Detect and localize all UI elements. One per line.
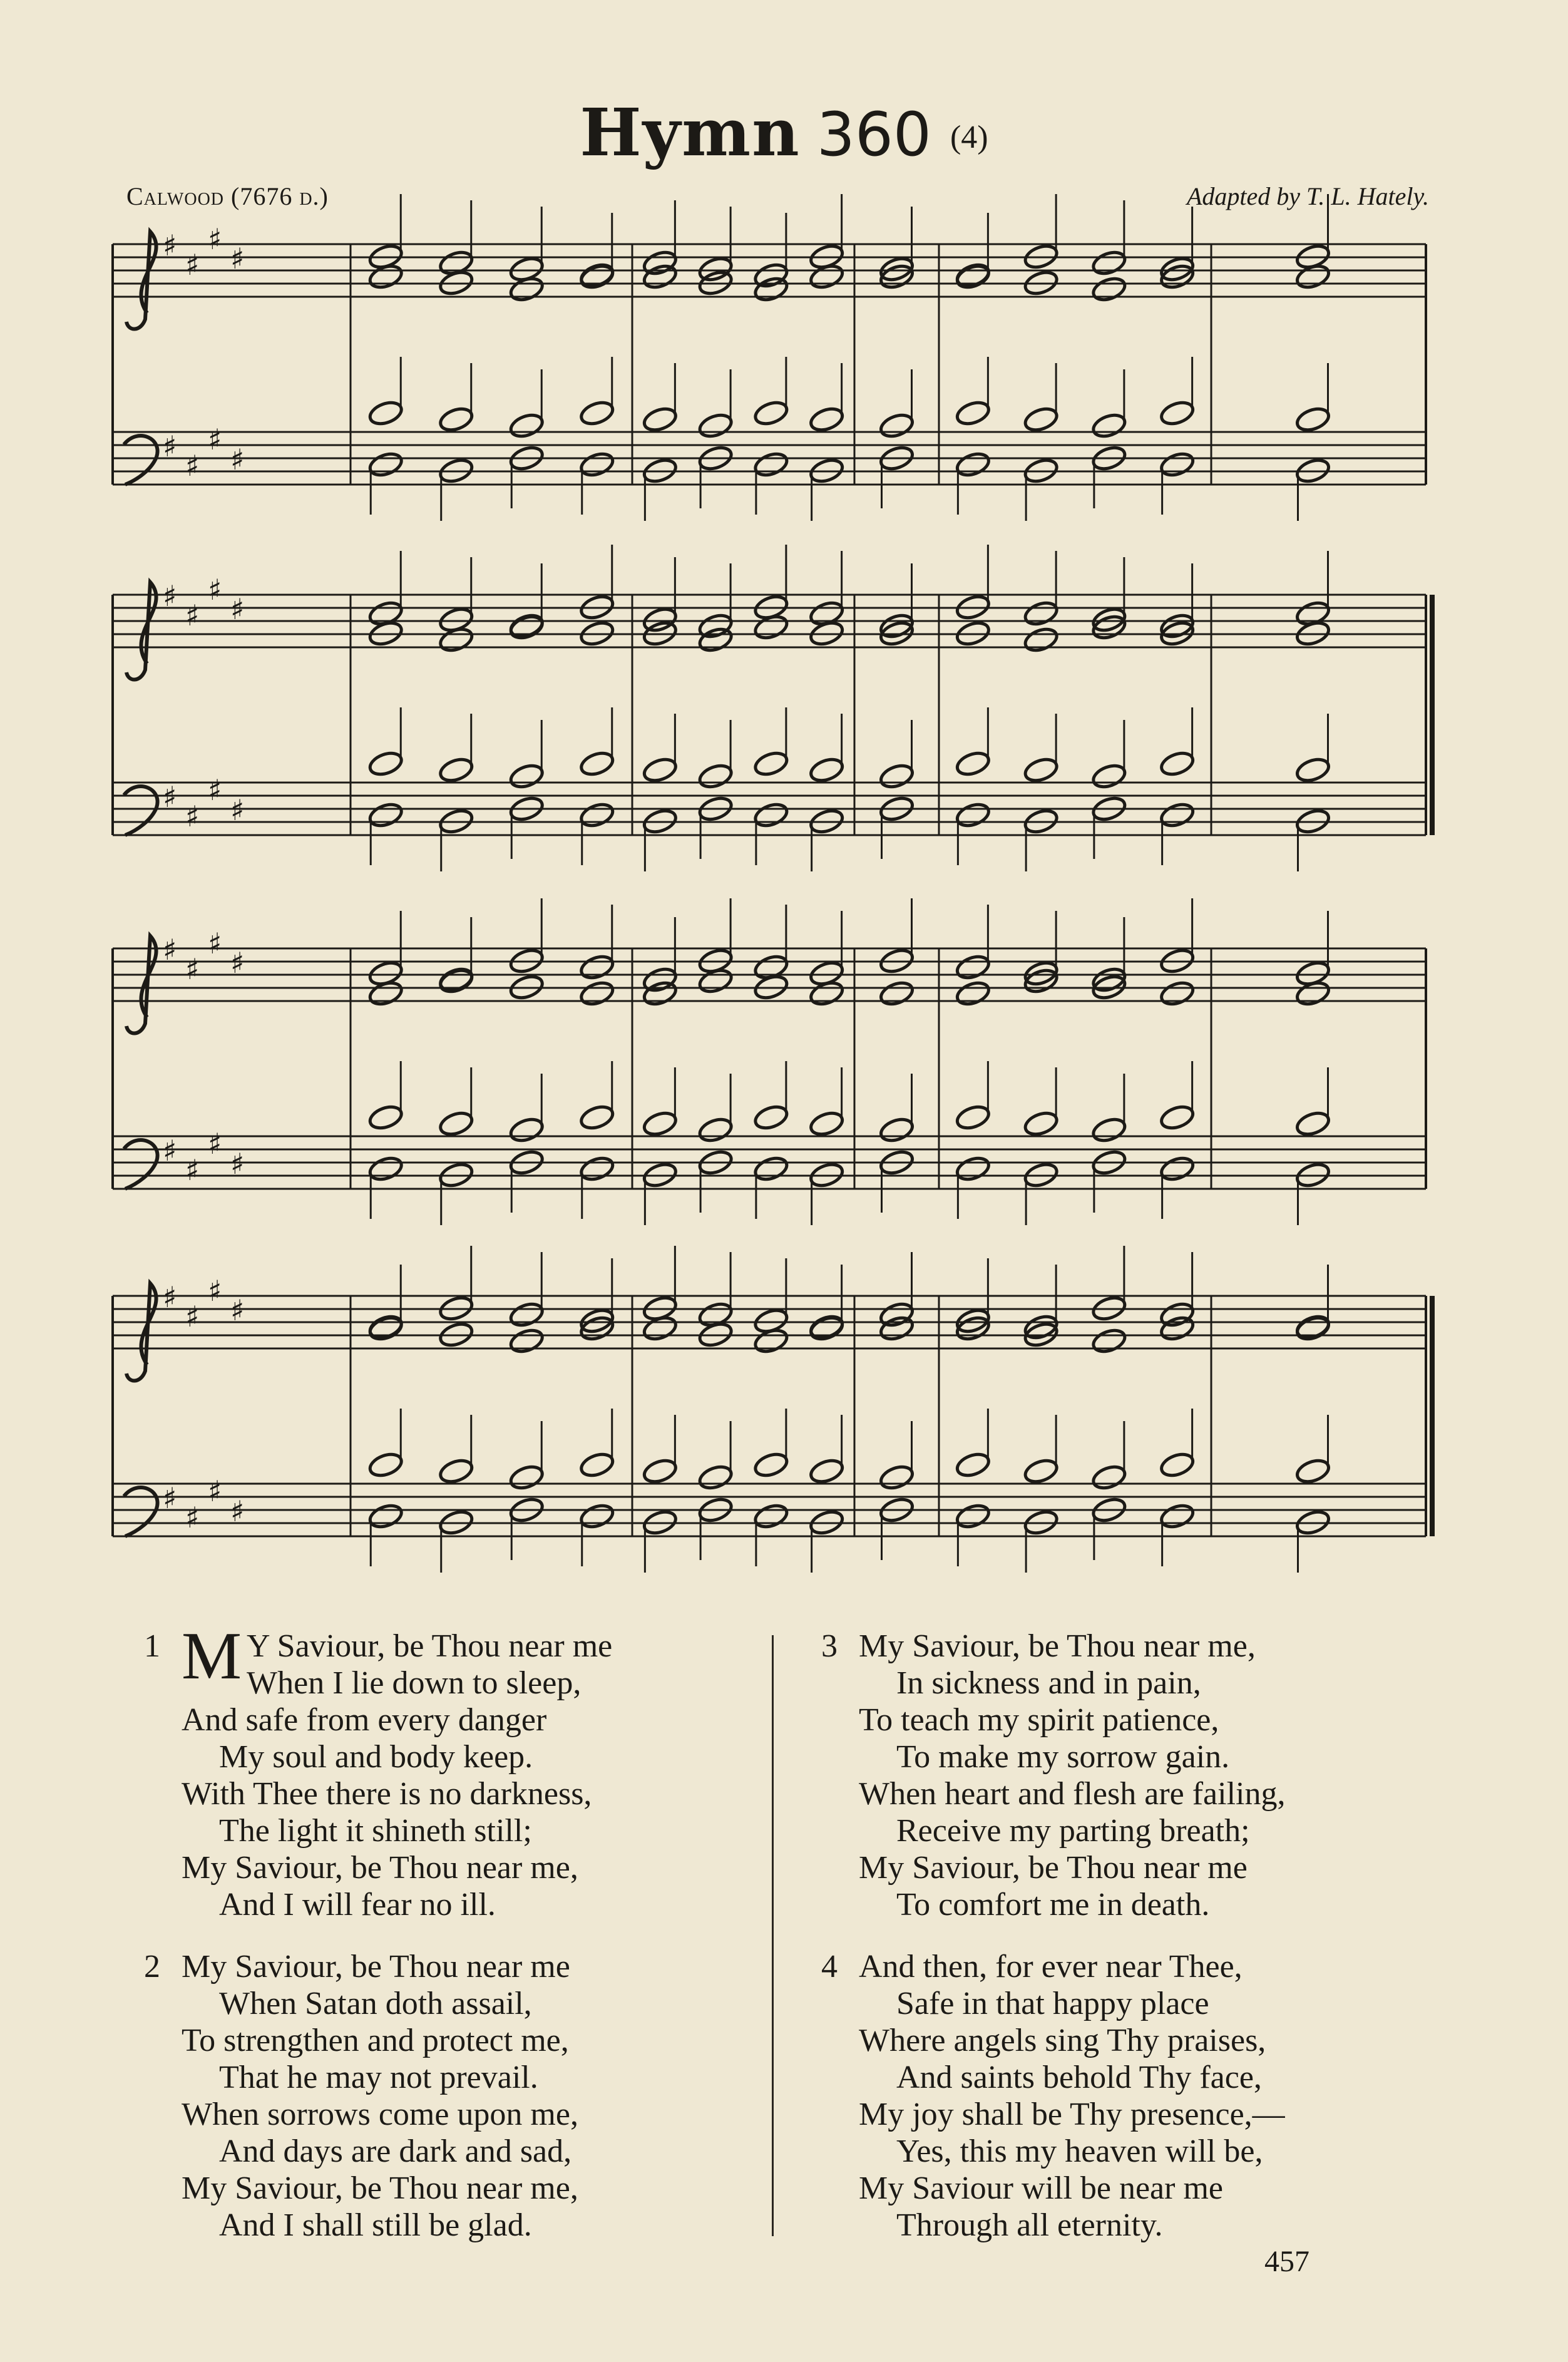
note-head — [508, 1300, 545, 1329]
note-head — [1159, 1502, 1196, 1531]
note-head — [697, 762, 734, 791]
verse-line: When Satan doth assail, — [219, 1986, 532, 2021]
treble-clef — [126, 936, 156, 1034]
drop-cap: M — [182, 1619, 242, 1693]
note-head — [808, 1457, 845, 1486]
note-head — [878, 1463, 915, 1492]
hymn-number: 360 — [816, 100, 931, 170]
note-head — [438, 1457, 474, 1486]
note-head — [752, 275, 789, 304]
note-head — [955, 399, 992, 428]
sharp-sign: ♯ — [163, 1280, 177, 1314]
arranger-credit: Adapted by T. L. Hately. — [1187, 182, 1429, 210]
note-head — [367, 399, 404, 428]
treble-clef — [126, 582, 156, 680]
note-head — [752, 1502, 789, 1531]
note-head — [752, 749, 789, 778]
note-head — [642, 405, 679, 434]
note-head — [367, 801, 404, 829]
note-head — [578, 801, 615, 829]
note-head — [1023, 625, 1060, 654]
bass-clef — [124, 1487, 158, 1536]
sharp-sign: ♯ — [163, 933, 177, 967]
note-head — [438, 405, 474, 434]
stanza-number: 1 — [144, 1628, 160, 1664]
note-head — [438, 1109, 474, 1138]
note-head — [578, 953, 615, 982]
verse-line: The light it shineth still; — [219, 1813, 532, 1849]
page-number: 457 — [1264, 2245, 1309, 2278]
note-head — [642, 262, 679, 291]
bass-clef — [124, 436, 158, 485]
verse-line: And then, for ever near Thee, — [859, 1949, 1243, 1985]
verse-line: My Saviour, be Thou near me, — [182, 1850, 578, 1886]
sharp-sign: ♯ — [230, 1293, 245, 1327]
sharp-sign: ♯ — [230, 1494, 245, 1528]
note-head — [367, 1502, 404, 1531]
note-head — [578, 1103, 615, 1132]
sharp-sign: ♯ — [230, 1147, 245, 1181]
note-head — [1294, 1314, 1331, 1343]
note-head — [1090, 411, 1127, 440]
note-head — [955, 801, 992, 829]
note-head — [752, 450, 789, 479]
verse-line: My Saviour, be Thou near me, — [859, 1628, 1256, 1664]
verse-line: When sorrows come upon me, — [182, 2097, 578, 2132]
note-head — [955, 749, 992, 778]
verse-line: To make my sorrow gain. — [896, 1739, 1230, 1775]
note-head — [578, 749, 615, 778]
note-head — [578, 262, 615, 291]
sharp-sign: ♯ — [208, 1474, 222, 1508]
note-head — [955, 1103, 992, 1132]
note-head — [438, 756, 474, 784]
note-head — [1294, 405, 1331, 434]
note-head — [1159, 1103, 1196, 1132]
note-head — [1090, 1327, 1127, 1355]
note-head — [1090, 1116, 1127, 1144]
note-head — [642, 756, 679, 784]
note-head — [578, 450, 615, 479]
sharp-sign: ♯ — [208, 573, 222, 607]
note-head — [1159, 1314, 1196, 1343]
note-head — [955, 1502, 992, 1531]
sharp-sign: ♯ — [208, 1274, 222, 1308]
verse-line: Where angels sing Thy praises, — [859, 2023, 1266, 2058]
verse-line: To strengthen and protect me, — [182, 2023, 569, 2058]
note-head — [367, 1154, 404, 1183]
verse-line: When heart and flesh are failing, — [859, 1776, 1286, 1812]
note-head — [1023, 405, 1060, 434]
note-head — [808, 756, 845, 784]
verse-line: My Saviour will be near me — [859, 2170, 1223, 2206]
note-head — [878, 1116, 915, 1144]
note-head — [697, 1116, 734, 1144]
note-head — [1023, 1109, 1060, 1138]
verse-line: And saints behold Thy face, — [896, 2060, 1262, 2095]
verse-count: (4) — [950, 120, 988, 155]
note-head — [697, 625, 734, 654]
note-head — [808, 1109, 845, 1138]
sharp-sign: ♯ — [185, 952, 200, 986]
note-head — [578, 399, 615, 428]
note-head — [367, 1314, 404, 1343]
note-head — [642, 979, 679, 1008]
verse-line: Safe in that happy place — [896, 1986, 1209, 2021]
sharp-sign: ♯ — [185, 248, 200, 282]
note-head — [1159, 1154, 1196, 1183]
note-head — [578, 1502, 615, 1531]
note-head — [578, 1154, 615, 1183]
verse-line: And safe from every danger — [182, 1702, 547, 1738]
verse-line: That he may not prevail. — [219, 2060, 538, 2095]
treble-clef — [126, 1283, 156, 1381]
note-head — [1090, 1463, 1127, 1492]
column-divider — [772, 1635, 774, 2236]
sharp-sign: ♯ — [185, 1300, 200, 1333]
note-head — [752, 801, 789, 829]
note-head — [508, 1463, 545, 1492]
note-head — [367, 1451, 404, 1479]
note-head — [878, 1314, 915, 1343]
sharp-sign: ♯ — [185, 598, 200, 632]
note-head — [752, 1154, 789, 1183]
stanza-number: 2 — [144, 1949, 160, 1985]
verse-line: My soul and body keep. — [219, 1739, 533, 1775]
sharp-sign: ♯ — [230, 242, 245, 275]
verse-line: To comfort me in death. — [896, 1887, 1210, 1923]
note-head — [508, 411, 545, 440]
note-head — [1159, 1451, 1196, 1479]
note-head — [878, 762, 915, 791]
note-head — [1023, 756, 1060, 784]
verse-line: When I lie down to sleep, — [247, 1665, 582, 1701]
verse-line: My Saviour, be Thou near me — [182, 1949, 570, 1985]
note-head — [1090, 762, 1127, 791]
sharp-sign: ♯ — [185, 799, 200, 833]
sharp-sign: ♯ — [163, 228, 177, 262]
note-head — [642, 1457, 679, 1486]
sharp-sign: ♯ — [185, 1501, 200, 1534]
note-head — [808, 1314, 845, 1343]
verse-line: In sickness and in pain, — [896, 1665, 1201, 1701]
note-head — [752, 1103, 789, 1132]
note-head — [878, 411, 915, 440]
note-head — [1159, 801, 1196, 829]
verse-line: To teach my spirit patience, — [859, 1702, 1219, 1738]
note-head — [955, 1154, 992, 1183]
note-head — [1159, 450, 1196, 479]
note-head — [955, 1451, 992, 1479]
note-head — [508, 1327, 545, 1355]
note-head — [642, 1109, 679, 1138]
treble-clef — [126, 232, 156, 329]
note-head — [1294, 756, 1331, 784]
note-head — [955, 450, 992, 479]
note-head — [808, 405, 845, 434]
sharp-sign: ♯ — [163, 429, 177, 463]
note-head — [1023, 599, 1060, 628]
verses — [0, 1619, 1568, 2304]
note-head — [508, 613, 545, 642]
note-head — [1159, 749, 1196, 778]
note-head — [367, 749, 404, 778]
bass-clef — [124, 1140, 158, 1189]
note-head — [752, 1451, 789, 1479]
note-head — [1159, 399, 1196, 428]
note-head — [508, 762, 545, 791]
sharp-sign: ♯ — [185, 449, 200, 483]
verse-line: My Saviour, be Thou near me, — [182, 2170, 578, 2206]
sharp-sign: ♯ — [208, 222, 222, 256]
note-head — [955, 262, 992, 291]
sharp-sign: ♯ — [163, 780, 177, 814]
verse-line: Yes, this my heaven will be, — [896, 2134, 1263, 2169]
tune-name: Calwood (7676 d.) — [126, 182, 329, 210]
note-head — [752, 399, 789, 428]
sharp-sign: ♯ — [230, 592, 245, 626]
stanza-1 — [144, 1619, 613, 1923]
verse-line: Y Saviour, be Thou near me — [247, 1628, 613, 1664]
bass-clef — [124, 786, 158, 835]
note-head — [367, 450, 404, 479]
note-head — [1294, 1457, 1331, 1486]
verse-line: Through all eternity. — [896, 2207, 1163, 2243]
note-head — [1090, 249, 1127, 277]
note-head — [1023, 1457, 1060, 1486]
stanza-2 — [144, 1948, 578, 2244]
note-head — [578, 1451, 615, 1479]
stanza-4 — [821, 1948, 1285, 2244]
sharp-sign: ♯ — [230, 793, 245, 827]
note-head — [438, 967, 474, 995]
stanza-number: 4 — [821, 1949, 838, 1985]
note-head — [955, 953, 992, 982]
note-head — [697, 1463, 734, 1492]
stanza-number: 3 — [821, 1628, 838, 1664]
note-head — [578, 979, 615, 1008]
sharp-sign: ♯ — [163, 1481, 177, 1515]
sharp-sign: ♯ — [208, 773, 222, 807]
note-head — [367, 1103, 404, 1132]
verse-line: My joy shall be Thy presence,— — [859, 2097, 1285, 2132]
verse-line: My Saviour, be Thou near me — [859, 1850, 1248, 1886]
sharp-sign: ♯ — [185, 1153, 200, 1187]
verse-line: With Thee there is no darkness, — [182, 1776, 592, 1812]
note-head — [955, 979, 992, 1008]
note-head — [1090, 275, 1127, 304]
sharp-sign: ♯ — [208, 423, 222, 456]
verse-line: Receive my parting breath; — [896, 1813, 1250, 1849]
sharp-sign: ♯ — [163, 1134, 177, 1168]
note-head — [878, 979, 915, 1008]
note-head — [508, 1116, 545, 1144]
note-head — [697, 411, 734, 440]
note-head — [1159, 979, 1196, 1008]
sharp-sign: ♯ — [208, 927, 222, 960]
verse-line: And I shall still be glad. — [219, 2207, 532, 2243]
stanza-3 — [821, 1628, 1286, 1923]
verse-line: And days are dark and sad, — [219, 2134, 572, 2169]
sharp-sign: ♯ — [208, 1127, 222, 1161]
hymn-word: Hymn — [580, 94, 801, 171]
sharp-sign: ♯ — [230, 443, 245, 476]
sharp-sign: ♯ — [163, 579, 177, 613]
sharp-sign: ♯ — [230, 946, 245, 980]
note-head — [1294, 1109, 1331, 1138]
verse-line: And I will fear no ill. — [219, 1887, 496, 1923]
